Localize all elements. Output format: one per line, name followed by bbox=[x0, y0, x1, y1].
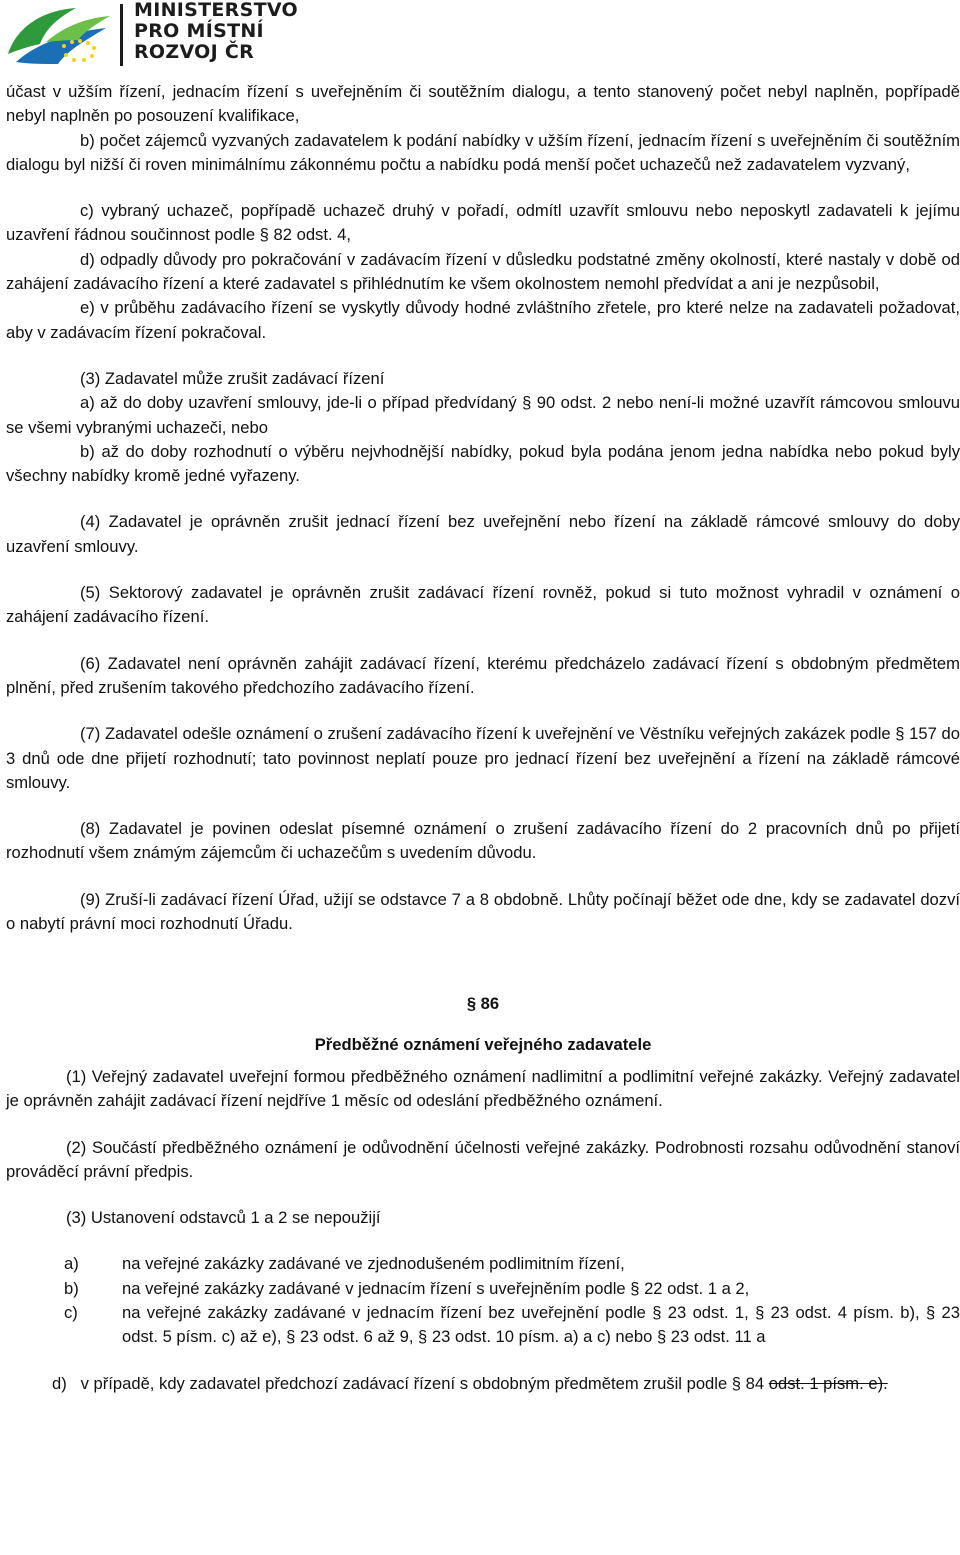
logo-line-1: MINISTERSTVO bbox=[134, 0, 298, 21]
list-item-d bbox=[6, 1372, 960, 1396]
paragraph: d) odpadly důvody pro pokračování v zadávacím řízení v důsledku podstatné změny okolností, které nastaly v době od zahájení zadávacího řízení a které zadavatel s přihlédnutím ke všem okolnostem nemohl předvídat a ani je nezpůsobil, bbox=[6, 249, 960, 294]
list-label: a) bbox=[64, 1254, 79, 1274]
ministry-name bbox=[134, 0, 298, 63]
paragraph: (1) Veřejný zadavatel uveřejní formou předběžného oznámení nadlimitní a podlimitní veřejné zakázky. Veřejný zadavatel je oprávněn zahájit zadávací řízení nejdříve 1 měsíc od odeslání předběžného oznámení. bbox=[6, 1066, 960, 1111]
page-header bbox=[0, 0, 960, 72]
paragraph: c) vybraný uchazeč, popřípadě uchazeč druhý v pořadí, odmítl uzavřít smlouvu nebo neposkytl zadavateli k jejímu uzavření řádnou součinnost podle § 82 odst. 4, bbox=[6, 201, 960, 245]
logo-line-3: ROZVOJ ČR bbox=[134, 41, 255, 63]
paragraph: (6) Zadavatel není oprávněn zahájit zadávací řízení, kterému předcházelo zadávací řízení s obdobným předmětem plnění, před zrušením takového předchozího zadávacího řízení. bbox=[6, 653, 960, 697]
logo-divider bbox=[120, 4, 123, 66]
struck-text: odst. 1 písm. e). bbox=[768, 1373, 888, 1393]
paragraph: (2) Součástí předběžného oznámení je odůvodnění účelnosti veřejné zakázky. Podrobnosti rozsahu odůvodnění stanoví prováděcí právní předpis. bbox=[6, 1137, 960, 1181]
list-text: na veřejné zakázky zadávané ve zjednodušeném podlimitním řízení, bbox=[122, 1254, 625, 1274]
list-item bbox=[6, 1252, 960, 1276]
document-body bbox=[6, 80, 960, 1396]
paragraph: účast v užším řízení, jednacím řízení s uveřejněním či soutěžním dialogu, a tento stanovený počet nebyl naplněn, popřípadě nebyl naplněn po posouzení kvalifikace, bbox=[6, 82, 960, 126]
paragraph: e) v průběhu zadávacího řízení se vyskytly důvody hodné zvláštního zřetele, pro které nelze na zadavateli požadovat, aby v zadávacím řízení pokračoval. bbox=[6, 298, 960, 342]
logo-line-2: PRO MÍSTNÍ bbox=[134, 20, 264, 42]
paragraph: (9) Zruší-li zadávací řízení Úřad, užijí se odstavce 7 a 8 obdobně. Lhůty počínají běžet ode dne, kdy se zadavatel dozví o nabytí právní moci rozhodnutí Úřadu. bbox=[6, 889, 960, 934]
list-text: na veřejné zakázky zadávané v jednacím řízení bez uveřejnění podle § 23 odst. 1, § 23 odst. 4 písm. b), § 23 odst. 5 písm. c) až e), § 23 odst. 6 až 9, § 23 odst. 10 písm. a) a c) nebo § 23 odst. 11 a bbox=[122, 1302, 960, 1347]
list-text: v případě, kdy zadavatel předchozí zadávací řízení s obdobným předmětem zrušil podle § 84 bbox=[80, 1373, 765, 1393]
list-label: d) bbox=[52, 1373, 67, 1393]
paragraph: (8) Zadavatel je povinen odeslat písemné oznámení o zrušení zadávacího řízení do 2 pracovních dnů po přijetí rozhodnutí všem známým zájemcům či uchazečům s uvedením důvodu. bbox=[6, 819, 960, 863]
section-title: Předběžné oznámení veřejného zadavatele bbox=[314, 1034, 652, 1054]
section-number: § 86 bbox=[466, 994, 500, 1014]
paragraph: (7) Zadavatel odešle oznámení o zrušení zadávacího řízení k uveřejnění ve Věstníku veřejných zakázek podle § 157 do 3 dnů ode dne přijetí rozhodnutí; tato povinnost neplatí pouze pro jednací řízení bez uveřejnění a řízení na základě rámcové smlouvy. bbox=[6, 724, 960, 792]
list-item bbox=[6, 1301, 960, 1350]
paragraph: b) až do doby rozhodnutí o výběru nejvhodnější nabídky, pokud byla podána jenom jedna nabídka nebo pokud byly všechny nabídky kromě jedné vyřazeny. bbox=[6, 441, 960, 486]
paragraph: a) až do doby uzavření smlouvy, jde-li o případ předvídaný § 90 odst. 2 nebo není-li možné uzavřít rámcovou smlouvu se všemi vybranými uchazeči, nebo bbox=[6, 393, 960, 437]
paragraph: b) počet zájemců vyzvaných zadavatelem k podání nabídky v užším řízení, jednacím řízení s uveřejněním či soutěžním dialogu byl nižší či roven minimálnímu zákonnému počtu a nabídku podá menší počet uchazečů než zadavatelem vyzvaný, bbox=[6, 130, 960, 174]
paragraph: (4) Zadavatel je oprávněn zrušit jednací řízení bez uveřejnění nebo řízení na základě rámcové smlouvy do doby uzavření smlouvy. bbox=[6, 512, 960, 556]
list-label: c) bbox=[64, 1302, 78, 1322]
paragraph: (3) Zadavatel může zrušit zadávací řízení bbox=[80, 368, 385, 388]
paragraph: (5) Sektorový zadavatel je oprávněn zrušit zadávací řízení rovněž, pokud si tuto možnost vyhradil v oznámení o zahájení zadávacího řízení. bbox=[6, 583, 960, 627]
paragraph: (3) Ustanovení odstavců 1 a 2 se nepoužijí bbox=[66, 1208, 381, 1228]
list-label: b) bbox=[64, 1278, 79, 1298]
list-item bbox=[6, 1277, 960, 1301]
ministry-logo-icon bbox=[6, 4, 114, 68]
list-text: na veřejné zakázky zadávané v jednacím řízení s uveřejněním podle § 22 odst. 1 a 2, bbox=[122, 1278, 750, 1298]
